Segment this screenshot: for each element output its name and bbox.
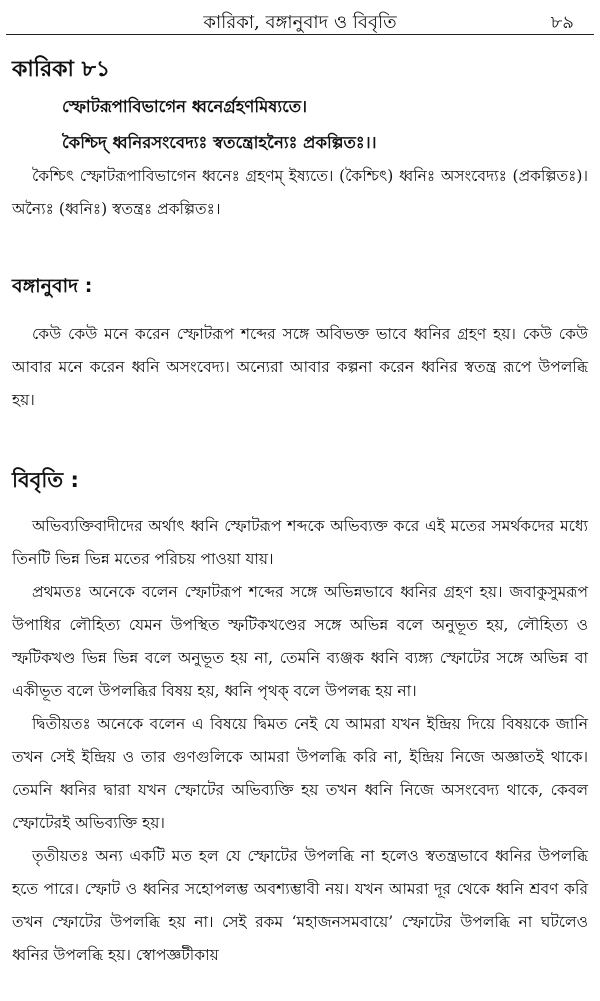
translation-section	[12, 318, 588, 417]
commentary-heading: বিবৃতি :	[12, 468, 79, 492]
verse-line-1: স্ফোটরূপাবিভাগেন ধ্বনের্গ্রহণমিষ্যতে।	[62, 97, 308, 116]
running-head	[0, 6, 600, 36]
page-number: ৮৯	[550, 12, 574, 33]
translation-heading: বঙ্গানুবাদ :	[12, 275, 93, 297]
header-rule	[6, 34, 594, 35]
commentary-paragraph: দ্বিতীয়তঃ অনেকে বলেন এ বিষয়ে দ্বিমত নেই যে আমরা যখন ইন্দ্রিয় দিয়ে বিষয়কে জানি তখন সেই ইন্দ্রিয় ও তার গুণগুলিকে আমরা উপলব্ধি করি না, ইন্দ্রিয় নিজে অজ্ঞাতই থাকে। তেমনি ধ্বনির দ্বারা যখন স্ফোটের অভিব্যক্তি হয় তখন ধ্বনি নিজে অসংবেদ্য থাকে, কেবল স্ফোটেরই অভিব্যক্তি হয়।	[12, 715, 588, 832]
verse-line-2: কৈশ্চিদ্ ধ্বনিরসংবেদ্যঃ স্বতন্ত্রোহন্যৈঃ প্রকল্পিতঃ।।	[62, 133, 377, 152]
commentary-paragraph: তৃতীয়তঃ অন্য একটি মত হল যে স্ফোটের উপলব্ধি না হলেও স্বতন্ত্রভাবে ধ্বনির উপলব্ধি হতে পারে। স্ফোট ও ধ্বনির সহোপলম্ভ অবশ্যম্ভাবী নয়। যখন আমরা দূর থেকে ধ্বনি শ্রবণ করি তখন স্ফোটের উপলব্ধি হয় না। সেই রকম ‘মহাজনসমবায়ে’ স্ফোটের উপলব্ধি না ঘটলেও ধ্বনির উপলব্ধি হয়। স্বোপজ্ঞটীকায়	[12, 847, 588, 964]
karika-prose	[12, 160, 588, 226]
commentary-paragraph: অভিব্যক্তিবাদীদের অর্থাৎ ধ্বনি স্ফোটরূপ শব্দকে অভিব্যক্ত করে এই মতের সমর্থকদের মধ্যে তিনটি ভিন্ন ভিন্ন মতের পরিচয় পাওয়া যায়।	[12, 517, 588, 568]
karika-prose-paragraph: কৈশ্চিৎ স্ফোটরূপাবিভাগেন ধ্বনেঃ গ্রহণম্ ইষ্যতে। (কৈশ্চিৎ) ধ্বনিঃ অসংবেদ্যঃ (প্রকল্পিতঃ)। অন্যৈঃ (ধ্বনিঃ) স্বতন্ত্রঃ প্রকল্পিতঃ।	[12, 167, 588, 218]
translation-paragraph: কেউ কেউ মনে করেন স্ফোটরূপ শব্দের সঙ্গে অবিভক্ত ভাবে ধ্বনির গ্রহণ হয়। কেউ কেউ আবার মনে করেন ধ্বনি অসংবেদ্য। অন্যেরা আবার কল্পনা করেন ধ্বনির স্বতন্ত্র রূপে উপলব্ধি হয়।	[12, 325, 588, 409]
commentary-section	[12, 510, 588, 972]
commentary-paragraph: প্রথমতঃ অনেকে বলেন স্ফোটরূপ শব্দের সঙ্গে অভিন্নভাবে ধ্বনির গ্রহণ হয়। জবাকুসুমরূপ উপাধির লৌহিত্য যেমন উপস্থিত স্ফটিকখণ্ডের সঙ্গে অভিন্ন বলে অনুভূত হয়, লৌহিত্য ও স্ফটিকখণ্ড ভিন্ন ভিন্ন বলে অনুভূত হয় না, তেমনি ব্যঞ্জক ধ্বনি ব্যঙ্গ্য স্ফোটের সঙ্গে অভিন্ন বা একীভূত বলে উপলব্ধির বিষয় হয়, ধ্বনি পৃথক্ বলে উপলব্ধ হয় না।	[12, 583, 588, 700]
karika-heading: কারিকা ৮১	[12, 57, 111, 82]
running-title: কারিকা, বঙ্গানুবাদ ও বিবৃতি	[203, 12, 397, 33]
